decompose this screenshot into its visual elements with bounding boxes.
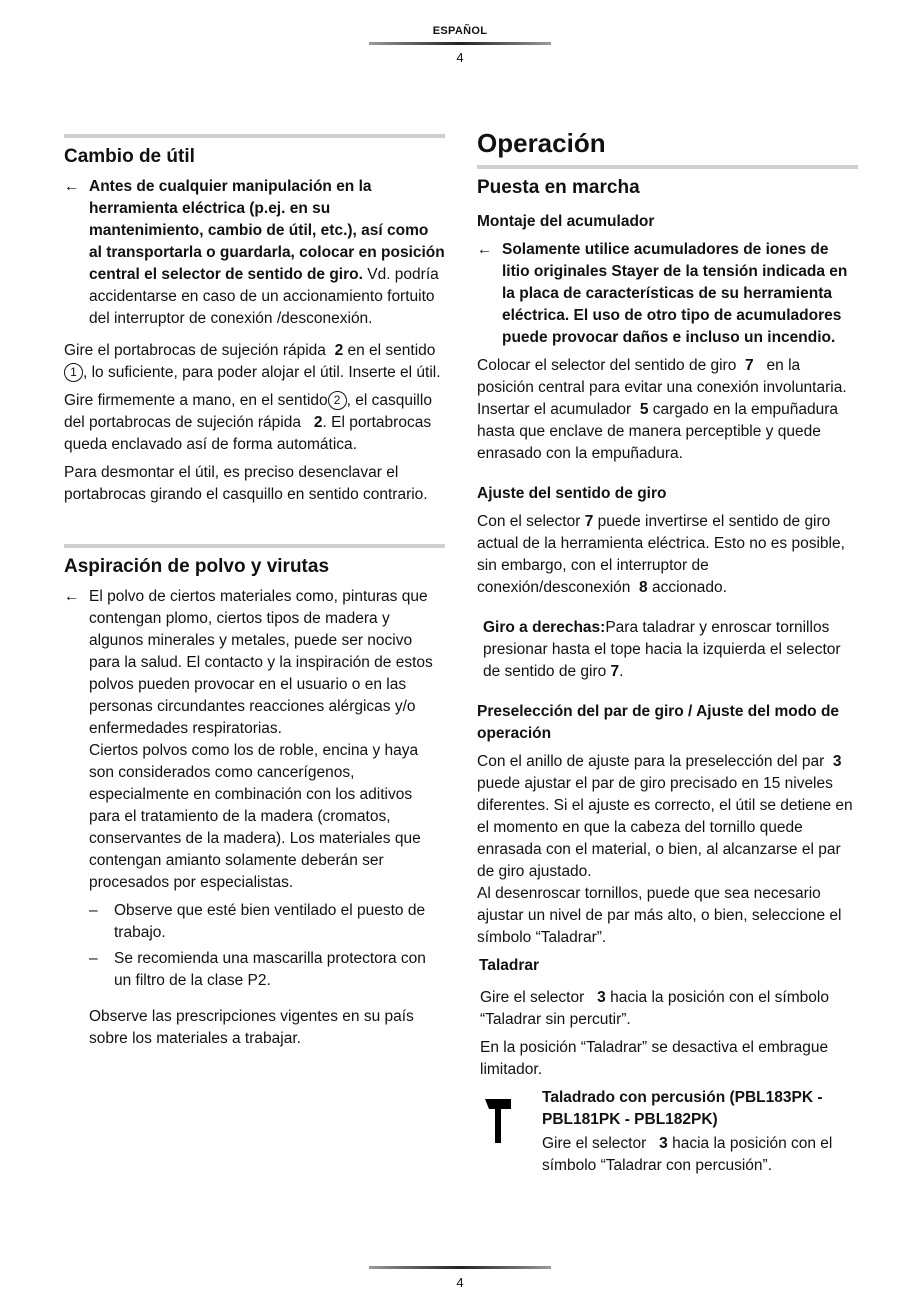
paragraph: Gire firmemente a mano, en el sentido 2 , el casquillo del portabrocas de sujeción rápida 2. El portabrocas queda enclavado así de forma automática. [64, 392, 432, 453]
section-title-cambio-util: Cambio de útil [64, 146, 195, 167]
footer-rule [369, 1266, 551, 1269]
paragraph: Ciertos polvos como los de roble, encina y haya son considerados como cancerígenos, especialmente en combinación con los aditivos para el tratamiento de la madera (cromatos, conservantes de la madera). Los materiales que contengan amianto solamente deberán ser procesados por especialistas. [89, 742, 421, 891]
subsection-title-preseleccion: Preselección del par de giro / Ajuste del modo de operación [477, 703, 840, 742]
circled-number-icon: 2 [328, 391, 347, 410]
warning-acumulador: ← Solamente utilice acumuladores de iones de litio originales Stayer de la tensión indicada en la placa de características de su herramienta eléctrica. El uso de otro tipo de acumuladores puede provocar daños e incluso un incendio. [477, 241, 848, 346]
paragraph: Observe las prescripciones vigentes en su país sobre los materiales a trabajar. [89, 1008, 414, 1047]
section-rule [477, 165, 858, 169]
arrow-icon: ← [64, 178, 80, 195]
right-column [477, 128, 858, 1183]
arrow-icon: ← [64, 588, 80, 605]
page-title: Operación [477, 128, 606, 158]
subsection-title-percusion: Taladrado con percusión (PBL183PK - PBL181PK - PBL182PK) [542, 1089, 823, 1128]
paragraph: Con el anillo de ajuste para la preselección del par 3 puede ajustar el par de giro precisado en 15 niveles diferentes. Si el ajuste es correcto, el útil se detiene en el momento en que la cabeza del tornillo quede enrasada con el material, o bien, al alcanzarse el par de giro ajustado. Al desenroscar tornillos, puede que sea necesario ajustar un nivel de par más alto, o bien, seleccione el símbolo “Taladrar”. [477, 753, 853, 946]
paragraph: Colocar el selector del sentido de giro 7 en la posición central para evitar una conexión involuntaria. Insertar el acumulador 5 cargado en la empuñadura hasta que enclave de manera perceptible y quede enrasado con la empuñadura. [477, 357, 847, 462]
subsection-title-sentido-giro: Ajuste del sentido de giro [477, 485, 667, 502]
header-page-number: 4 [456, 50, 464, 65]
percussion-block [477, 1087, 858, 1177]
section-title-aspiracion: Aspiración de polvo y virutas [64, 556, 330, 577]
paragraph: Gire el selector 3 hacia la posición con el símbolo “Taladrar sin percutir”. [480, 989, 829, 1028]
circled-number-icon: 1 [64, 363, 83, 382]
paragraph: En la posición “Taladrar” se desactiva el embrague limitador. [480, 1039, 829, 1078]
header-rule [369, 42, 551, 45]
left-column [64, 134, 445, 1056]
paragraph: Gire el selector 3 hacia la posición con el símbolo “Taladrar con percusión”. [542, 1135, 833, 1174]
header-language: ESPAÑOL [432, 25, 488, 37]
paragraph: Con el selector 7 puede invertirse el sentido de giro actual de la herramienta eléctrica. Esto no es posible, sin embargo, con el interruptor de conexión/desconexión 8 accionado. [477, 513, 845, 596]
paragraph: Giro a derechas:Para taladrar y enroscar tornillos presionar hasta el tope hacia la izquierda el selector de sentido de giro 7. [483, 619, 841, 680]
section-title-puesta-marcha: Puesta en marcha [477, 177, 640, 198]
footer-page-number: 4 [456, 1275, 464, 1290]
dash-item: – Se recomienda una mascarilla protectora con un filtro de la clase P2. [89, 950, 426, 989]
hammer-icon [483, 1097, 513, 1145]
section-rule [64, 134, 445, 138]
subsection-title-taladrar: Taladrar [479, 957, 540, 974]
arrow-icon: ← [477, 241, 493, 258]
paragraph: Gire el portabrocas de sujeción rápida 2 en el sentido 1 , lo suficiente, para poder alojar el útil. Inserte el útil. [64, 342, 441, 381]
subsection-title-montaje: Montaje del acumulador [477, 213, 655, 230]
paragraph: Para desmontar el útil, es preciso desenclavar el portabrocas girando el casquillo en sentido contrario. [64, 464, 428, 503]
section-rule [64, 544, 445, 548]
warning-aspiracion: ← El polvo de ciertos materiales como, pinturas que contengan plomo, ciertos tipos de madera y algunos minerales y metales, puede ser nocivo para la salud. El contacto y la inspiración de estos polvos pueden provocar en el usuario o en las personas circundantes reacciones alérgicas y/o enfermedades respiratorias. [64, 588, 433, 737]
dash-item: – Observe que esté bien ventilado el puesto de trabajo. [89, 902, 426, 941]
warning-cambio-util: ← Antes de cualquier manipulación en la herramienta eléctrica (p.ej. en su mantenimiento, cambio de útil, etc.), así como al transportarla o guardarla, colocar en posición central el selector de sentido de giro. Vd. podría accidentarse en caso de un accionamiento fortuito del interruptor de conexión /desconexión. [64, 178, 445, 327]
